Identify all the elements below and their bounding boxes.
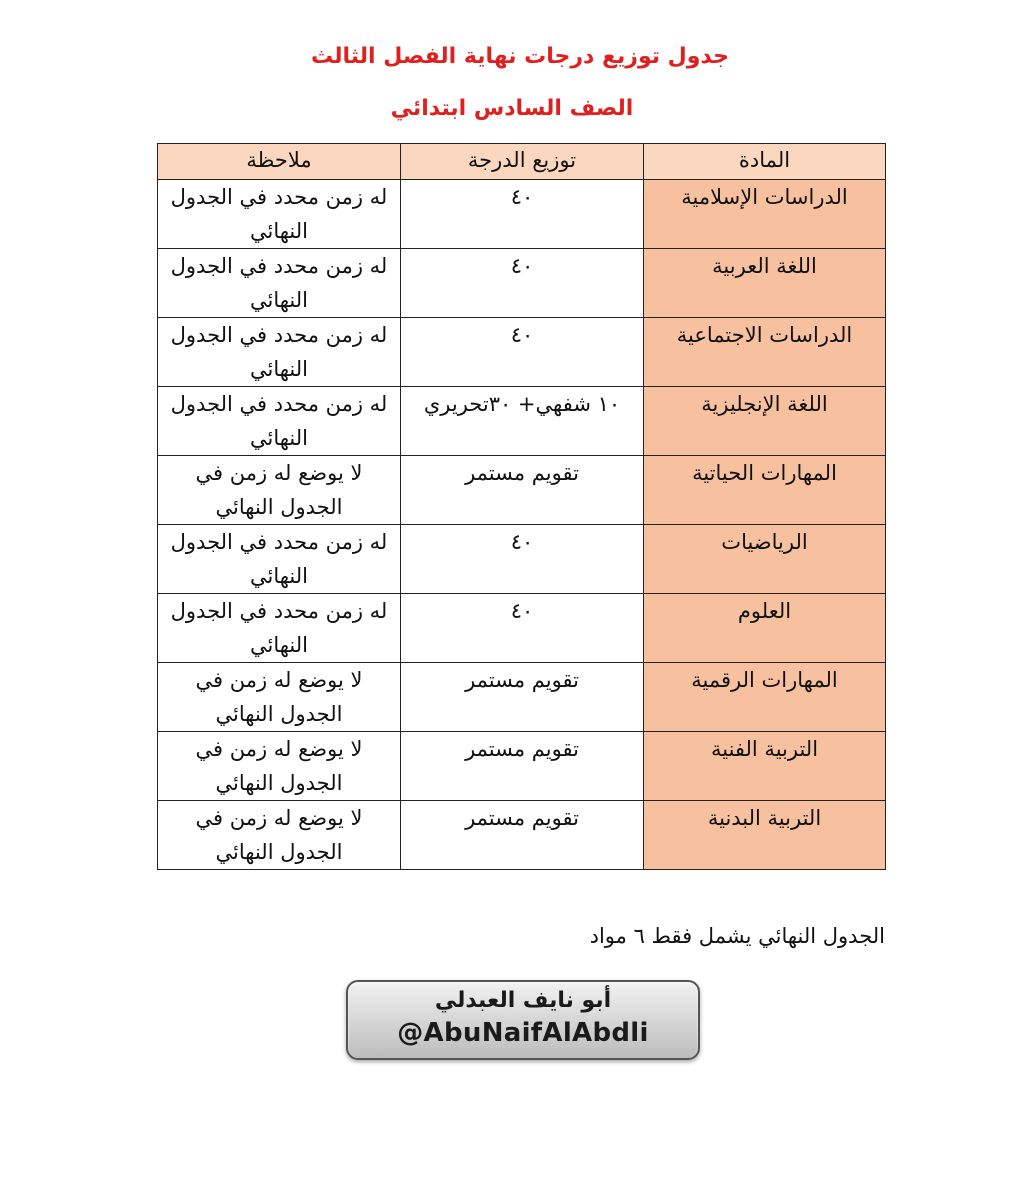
subject-cell: اللغة الإنجليزية [644,387,886,456]
note-cell: له زمن محدد في الجدول النهائي [158,594,401,663]
page-title: جدول توزيع درجات نهاية الفصل الثالث [311,44,729,69]
distribution-cell: ١٠ شفهي+ ٣٠تحريري [401,387,644,456]
watermark-name: أبو نايف العبدلي [434,988,612,1013]
table-row [158,732,886,801]
grades-table [157,143,886,870]
table-header-row [158,144,886,180]
subject-cell: اللغة العربية [644,249,886,318]
distribution-cell: تقويم مستمر [401,732,644,801]
table-row [158,525,886,594]
watermark-handle: @AbuNaifAlAbdli [397,1018,649,1048]
note-cell: له زمن محدد في الجدول النهائي [158,249,401,318]
subject-cell: المهارات الحياتية [644,456,886,525]
subject-cell: المهارات الرقمية [644,663,886,732]
table-row [158,594,886,663]
distribution-cell: تقويم مستمر [401,801,644,870]
table-row [158,180,886,249]
table-row [158,318,886,387]
header-note: ملاحظة [158,144,401,180]
distribution-cell: تقويم مستمر [401,456,644,525]
distribution-cell: ٤٠ [401,318,644,387]
table-row [158,456,886,525]
subject-cell: التربية الفنية [644,732,886,801]
table-row [158,387,886,456]
subject-cell: الرياضيات [644,525,886,594]
subject-cell: الدراسات الإسلامية [644,180,886,249]
note-cell: لا يوضع له زمن في الجدول النهائي [158,663,401,732]
note-cell: لا يوضع له زمن في الجدول النهائي [158,732,401,801]
distribution-cell: ٤٠ [401,249,644,318]
note-cell: لا يوضع له زمن في الجدول النهائي [158,456,401,525]
subject-cell: الدراسات الاجتماعية [644,318,886,387]
subject-cell: التربية البدنية [644,801,886,870]
page-subtitle: الصف السادس ابتدائي [390,96,634,121]
distribution-cell: تقويم مستمر [401,663,644,732]
subject-cell: العلوم [644,594,886,663]
footer-note: الجدول النهائي يشمل فقط ٦ مواد [589,924,885,948]
table-row [158,801,886,870]
header-subject: المادة [644,144,886,180]
author-watermark [346,980,700,1060]
note-cell: له زمن محدد في الجدول النهائي [158,387,401,456]
distribution-cell: ٤٠ [401,180,644,249]
note-cell: له زمن محدد في الجدول النهائي [158,180,401,249]
note-cell: لا يوضع له زمن في الجدول النهائي [158,801,401,870]
note-cell: له زمن محدد في الجدول النهائي [158,318,401,387]
table-row [158,249,886,318]
note-cell: له زمن محدد في الجدول النهائي [158,525,401,594]
header-distribution: توزيع الدرجة [401,144,644,180]
distribution-cell: ٤٠ [401,525,644,594]
distribution-cell: ٤٠ [401,594,644,663]
table-row [158,663,886,732]
